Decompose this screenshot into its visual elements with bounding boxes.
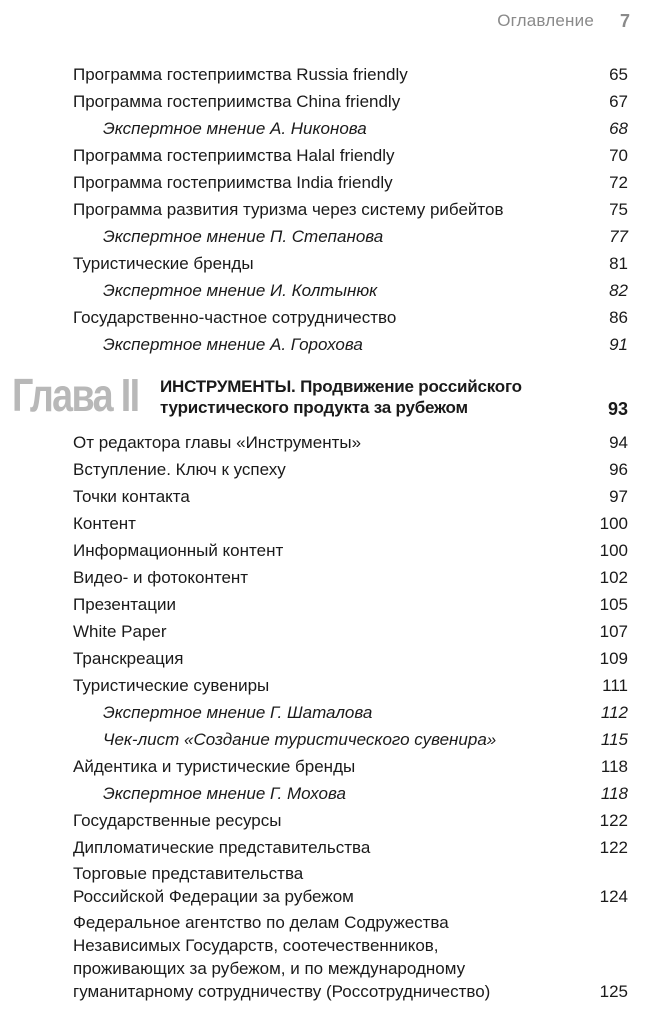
toc-entry-title: Экспертное мнение А. Горохова	[103, 335, 363, 354]
toc-entry[interactable]	[73, 674, 628, 697]
toc-entry-page: 96	[609, 460, 628, 479]
toc-entry-title: От редактора главы «Инструменты»	[73, 433, 362, 452]
toc-subentry[interactable]	[103, 279, 628, 302]
header-page-number: 7	[619, 10, 630, 31]
toc-entry[interactable]	[73, 512, 628, 535]
toc-entry-title-line: проживающих за рубежом, и по международному	[73, 959, 466, 978]
toc-entry-page: 77	[609, 227, 628, 246]
toc-entry-title: Экспертное мнение А. Никонова	[103, 119, 367, 138]
toc-entry-title: Государственные ресурсы	[73, 811, 282, 830]
toc-entry[interactable]	[73, 63, 628, 86]
toc-entry-title: Туристические сувениры	[73, 676, 270, 695]
toc-entry[interactable]	[73, 809, 628, 832]
toc-entry-page: 111	[602, 676, 628, 695]
toc-entry-title: Дипломатические представительства	[73, 838, 371, 857]
toc-entry[interactable]	[73, 90, 628, 113]
toc-entry-title: Государственно-частное сотрудничество	[73, 308, 397, 327]
toc-entry-page: 97	[609, 487, 628, 506]
toc-entry-page: 125	[599, 982, 628, 1001]
running-header	[497, 10, 630, 32]
toc-entry-title-line: гуманитарному сотрудничеству (Россотрудничество)	[73, 982, 491, 1001]
toc-entry[interactable]	[73, 198, 628, 221]
chapter-title-line: туристического продукта за рубежом	[160, 398, 468, 417]
toc-entry-page: 122	[599, 838, 628, 857]
toc-entry-page: 91	[609, 335, 628, 354]
toc-entry[interactable]	[73, 171, 628, 194]
toc-entry-page: 72	[609, 173, 628, 192]
toc-entry[interactable]	[73, 252, 628, 275]
toc-entry-page: 109	[599, 649, 628, 668]
toc-entry-title	[73, 862, 354, 908]
toc-entry-title: Контент	[73, 514, 136, 533]
toc-entry-title-line: Федеральное агентство по делам Содружества	[73, 913, 449, 932]
toc-entry-title: Экспертное мнение Г. Шаталова	[103, 703, 373, 722]
toc-entry[interactable]	[73, 431, 628, 454]
chapter-page: 93	[607, 399, 628, 419]
toc-entry-page: 124	[599, 887, 628, 906]
toc-entry[interactable]	[73, 458, 628, 481]
toc-entry[interactable]	[73, 620, 628, 643]
toc-entry-page: 118	[600, 757, 628, 776]
toc-entry-title: Айдентика и туристические бренды	[73, 757, 356, 776]
toc-entry-page: 65	[609, 65, 628, 84]
toc-entry-page: 94	[609, 433, 628, 452]
toc-entry-page: 122	[599, 811, 628, 830]
toc-entry-page: 115	[600, 730, 628, 749]
toc-subentry[interactable]	[103, 333, 628, 356]
toc-entry-title: Экспертное мнение И. Колтынюк	[103, 281, 378, 300]
toc-entry[interactable]	[73, 862, 628, 908]
toc-entry-title: Точки контакта	[73, 487, 190, 506]
toc-entry-title: Экспертное мнение П. Степанова	[103, 227, 384, 246]
toc-entry[interactable]	[73, 647, 628, 670]
toc-entry[interactable]	[73, 911, 628, 1003]
toc-subentry[interactable]	[103, 782, 628, 805]
toc-entry[interactable]	[73, 485, 628, 508]
toc-entry-page: 75	[609, 200, 628, 219]
toc-subentry[interactable]	[103, 117, 628, 140]
toc-entry-title: Видео- и фотоконтент	[73, 568, 249, 587]
toc-entry-page: 67	[609, 92, 628, 111]
toc-entry[interactable]	[73, 144, 628, 167]
toc-entry-title: Транскреация	[73, 649, 184, 668]
toc-entry[interactable]	[73, 755, 628, 778]
chapter-title	[160, 376, 522, 418]
toc-entry-title-line: Торговые представительства	[73, 864, 304, 883]
toc-entry-title: Программа развития туризма через систему рибейтов	[73, 200, 504, 219]
toc-entry[interactable]	[73, 566, 628, 589]
toc-entry-title: Вступление. Ключ к успеху	[73, 460, 286, 479]
toc-entry-title: Презентации	[73, 595, 176, 614]
header-section-title: Оглавление	[497, 11, 594, 30]
toc-entry-page: 105	[599, 595, 628, 614]
toc-entry-title: Программа гостеприимства Halal friendly	[73, 146, 395, 165]
toc-entry[interactable]	[73, 593, 628, 616]
toc-entry[interactable]	[73, 306, 628, 329]
toc-entry-title: Экспертное мнение Г. Мохова	[103, 784, 346, 803]
toc-entry-title: Программа гостеприимства China friendly	[73, 92, 401, 111]
toc-entry-title: White Paper	[73, 622, 167, 641]
toc-entry-page: 81	[609, 254, 628, 273]
toc-entry-page: 86	[609, 308, 628, 327]
chapter-label: Глава II	[12, 369, 139, 421]
toc-entry-title-line: Независимых Государств, соотечественников,	[73, 936, 439, 955]
toc-subentry[interactable]	[103, 225, 628, 248]
toc-entry-title: Информационный контент	[73, 541, 284, 560]
chapter-title-line: ИНСТРУМЕНТЫ. Продвижение российского	[160, 377, 522, 396]
toc-entry-page: 118	[600, 784, 628, 803]
toc-entry-title: Чек-лист «Создание туристического сувенира»	[103, 730, 497, 749]
toc-entry-page: 107	[599, 622, 628, 641]
toc-entry[interactable]	[73, 836, 628, 859]
toc-entry-title	[73, 911, 490, 1003]
toc-entry-page: 102	[599, 568, 628, 587]
toc-subentry[interactable]	[103, 701, 628, 724]
toc-entry-title: Программа гостеприимства Russia friendly	[73, 65, 408, 84]
toc-entry-page: 68	[609, 119, 628, 138]
toc-entry-page: 82	[609, 281, 628, 300]
toc-entry-page: 100	[599, 541, 628, 560]
toc-entry-page: 70	[609, 146, 628, 165]
toc-entry-page: 112	[600, 703, 628, 722]
toc-entry-title: Туристические бренды	[73, 254, 254, 273]
toc-entry-page: 100	[599, 514, 628, 533]
toc-subentry[interactable]	[103, 728, 628, 751]
toc-entry[interactable]	[73, 539, 628, 562]
toc-entry-title: Программа гостеприимства India friendly	[73, 173, 393, 192]
chapter-heading[interactable]	[12, 370, 628, 420]
toc-entry-title-line: Российской Федерации за рубежом	[73, 887, 354, 906]
